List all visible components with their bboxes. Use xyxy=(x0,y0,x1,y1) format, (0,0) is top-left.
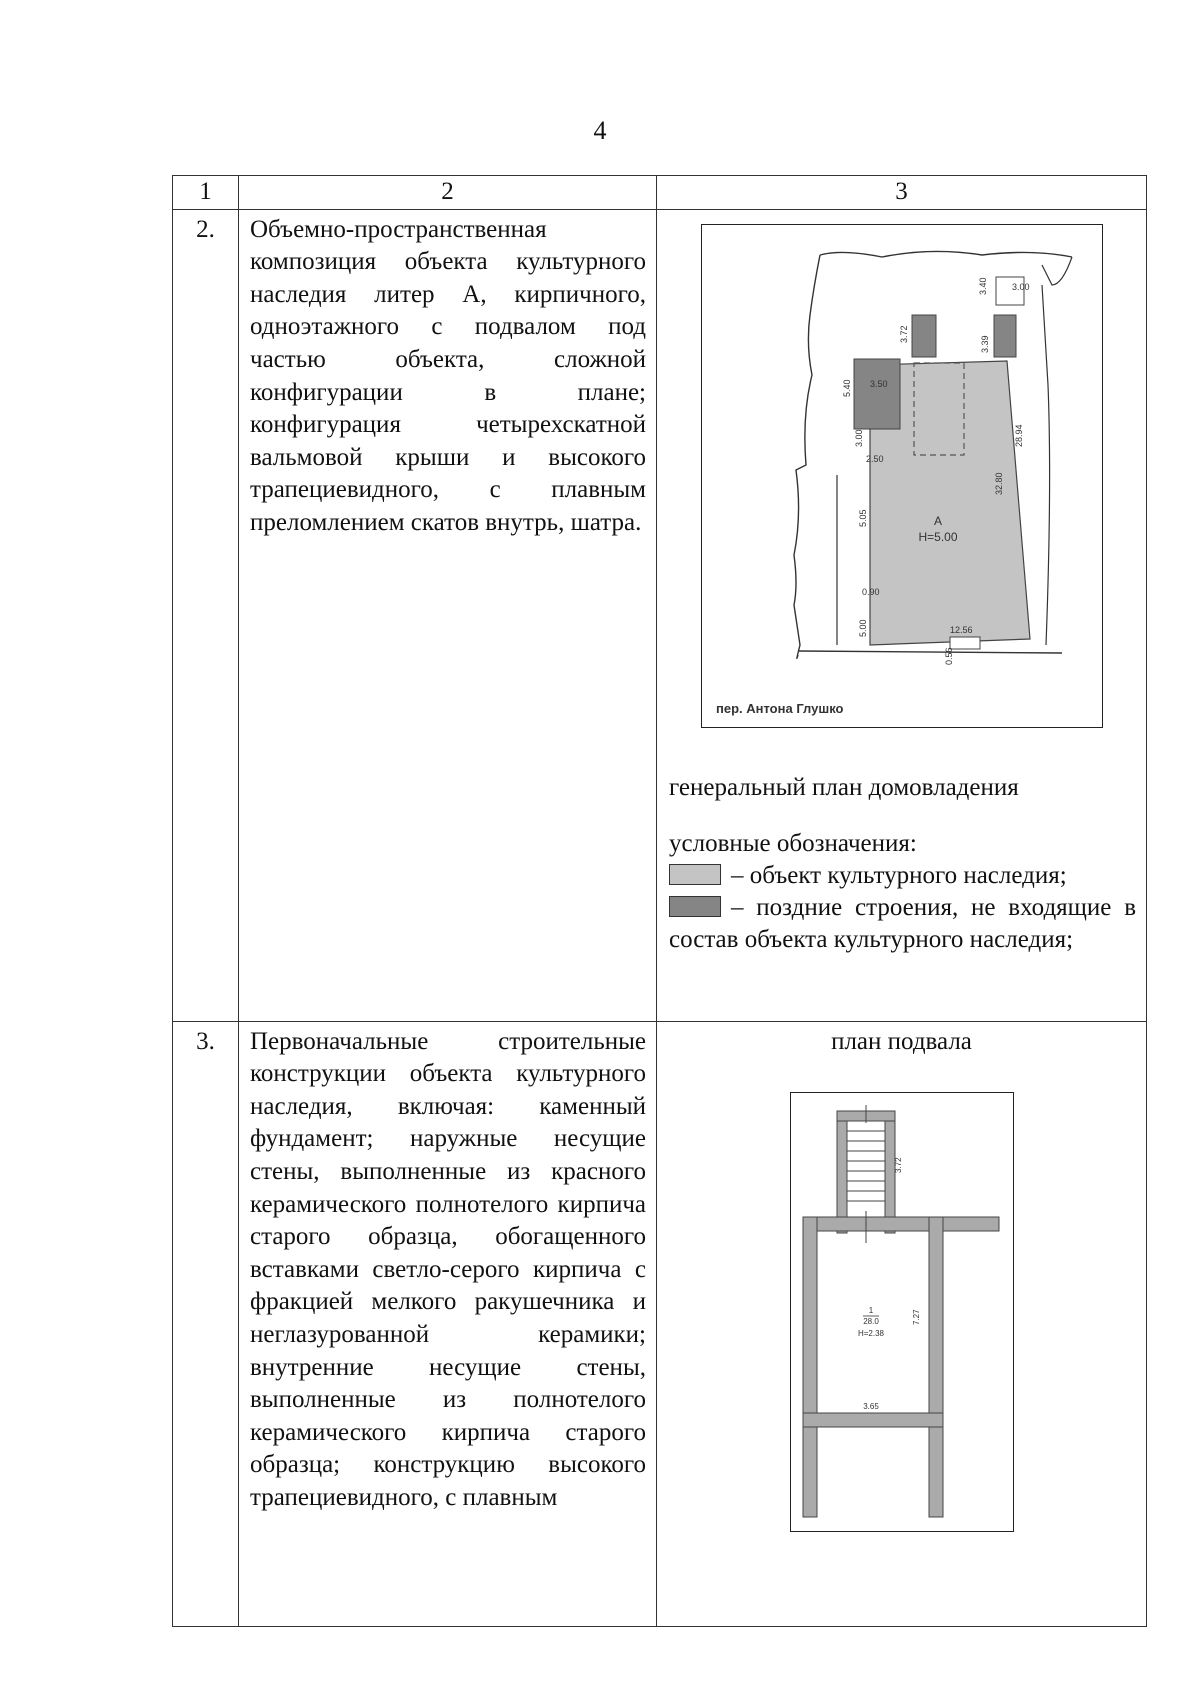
plan-cell xyxy=(657,209,1147,1021)
dimension-label: 3.50 xyxy=(870,378,888,389)
column-header-2: 2 xyxy=(239,176,657,210)
features-table xyxy=(172,175,1147,1627)
page-number: 4 xyxy=(593,116,607,145)
site-plan-image xyxy=(701,224,1103,728)
dimension-label: 3.65 xyxy=(863,1401,879,1411)
row-number: 2. xyxy=(173,209,239,1021)
site-plan-drawing xyxy=(702,225,1102,727)
dimension-label: 7.27 xyxy=(912,1309,921,1325)
legend-late-text: – поздние строения, не входящие в состав объекта культурного наследия; xyxy=(669,893,1136,954)
room-area: 28.0 xyxy=(863,1316,879,1326)
legend-late xyxy=(669,892,1136,957)
room-height: Н=2.38 xyxy=(857,1328,885,1338)
row-description xyxy=(239,209,657,1021)
basement-plan-image xyxy=(790,1092,1014,1532)
column-header-1: 1 xyxy=(173,176,239,210)
dimension-label: 3.72 xyxy=(899,325,909,343)
basement-cell xyxy=(657,1021,1147,1626)
row-number: 3. xyxy=(173,1021,239,1626)
description-text: Первоначальные строительные конструкции объекта культурного наследия, включая: каменный фундамент; наружные несущие стены, выполненные из красного керамического полнотелого кирпича старого образца, обогащенного вставками светло-серого кирпича с фракцией мелкого ракушечника и неглазурованной керамики; внутренние несущие стены, выполненные из полнотелого керамического кирпича старого образца; конструкцию высокого трапециевидного, с плавным xyxy=(250,1027,646,1511)
dimension-label: 5.40 xyxy=(842,379,852,397)
column-header-3: 3 xyxy=(657,176,1147,210)
basement-title: план подвала xyxy=(831,1027,972,1055)
dimension-label: 28.94 xyxy=(1014,424,1024,447)
late-buildings-swatch xyxy=(669,896,721,917)
street-label: пер. Антона Глушко xyxy=(716,700,844,716)
dimension-label: 3.00 xyxy=(854,429,864,447)
dimension-label: 5.05 xyxy=(858,509,868,527)
building-letter: А xyxy=(933,513,943,528)
dimension-label: 3.40 xyxy=(978,277,988,295)
table-header-row xyxy=(173,176,1147,210)
dimension-label: 3.39 xyxy=(980,335,990,353)
description-text: Объемно-пространственная композиция объекта культурного наследия литер А, кирпичного, одноэтажного с подвалом под частью объекта, сложной конфигурации в плане; конфигурация четырехскатной вальмовой крыши и высокого трапециевидного, с плавным преломлением скатов внутрь, шатра. xyxy=(250,215,646,536)
table-row xyxy=(173,209,1147,1021)
heritage-swatch xyxy=(669,864,721,885)
table-row xyxy=(173,1021,1147,1626)
dimension-label: 5.00 xyxy=(858,619,868,637)
dimension-label: 3.00 xyxy=(1012,281,1030,292)
legend-heritage xyxy=(669,860,1136,893)
basement-plan-drawing xyxy=(791,1093,1013,1531)
row-description xyxy=(239,1021,657,1626)
plan-caption: генеральный план домовладения xyxy=(669,773,1019,801)
dimension-label: 32.80 xyxy=(994,472,1004,495)
dimension-label: 12.56 xyxy=(950,624,973,635)
legend-title: условные обозначения: xyxy=(669,829,917,857)
dimension-label: 2.50 xyxy=(866,453,884,464)
building-height: Н=5.00 xyxy=(918,529,958,544)
room-number: 1 xyxy=(868,1305,874,1315)
dimension-label: 3.72 xyxy=(894,1157,903,1173)
dimension-label: 0.56 xyxy=(944,647,954,665)
legend-heritage-text: – объект культурного наследия; xyxy=(731,861,1067,889)
dimension-label: 0.90 xyxy=(862,586,880,597)
